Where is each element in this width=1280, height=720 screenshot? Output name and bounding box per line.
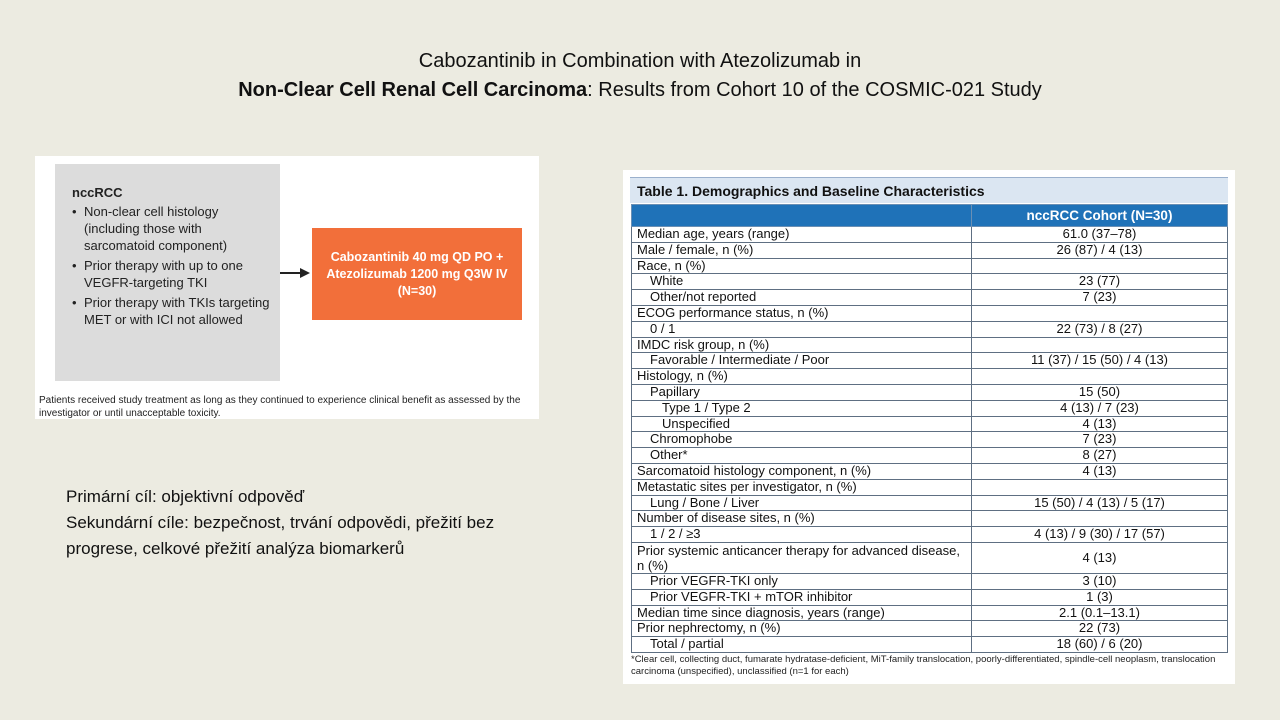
table-row: [632, 589, 1228, 605]
table-row: [632, 400, 1228, 416]
row-label: Other*: [632, 448, 972, 464]
table-row: [632, 227, 1228, 243]
arrow-right-icon: [280, 267, 310, 279]
eligibility-list: [72, 203, 270, 328]
table-row: [632, 242, 1228, 258]
treatment-line-1: Cabozantinib 40 mg QD PO +: [330, 249, 504, 264]
table-row: [632, 384, 1228, 400]
header-blank-cell: [632, 205, 972, 227]
row-value: 4 (13) / 7 (23): [972, 400, 1228, 416]
row-value: 7 (23): [972, 432, 1228, 448]
row-value: 4 (13): [972, 463, 1228, 479]
table-row: [632, 495, 1228, 511]
treatment-line-2: Atezolizumab 1200 mg Q3W IV: [326, 266, 508, 281]
row-label: Prior VEGFR-TKI + mTOR inhibitor: [632, 589, 972, 605]
table-row: [632, 416, 1228, 432]
row-label: Race, n (%): [632, 258, 972, 274]
row-label: Sarcomatoid histology component, n (%): [632, 463, 972, 479]
eligibility-item: • Non-clear cell histology (including those with sarcomatoid component): [84, 203, 270, 254]
row-label: Type 1 / Type 2: [632, 400, 972, 416]
row-label: Number of disease sites, n (%): [632, 511, 972, 527]
row-value: 26 (87) / 4 (13): [972, 242, 1228, 258]
table-row: [632, 463, 1228, 479]
table-footnote: *Clear cell, collecting duct, fumarate hydratase-deficient, MiT-family translocation, poorly-differentiated, spindle-cell neoplasm, translocation carcinoma (unspecified), unclassified (n=1 for each): [631, 654, 1216, 677]
row-value: 2.1 (0.1–13.1): [972, 605, 1228, 621]
table-row: [632, 258, 1228, 274]
table-row: [632, 432, 1228, 448]
row-value: [972, 258, 1228, 274]
row-value: [972, 479, 1228, 495]
row-value: 15 (50): [972, 384, 1228, 400]
row-value: 23 (77): [972, 274, 1228, 290]
row-label: Lung / Bone / Liver: [632, 495, 972, 511]
demographics-table-figure: [623, 170, 1235, 684]
table-row: [632, 369, 1228, 385]
table-row: [632, 605, 1228, 621]
eligibility-heading: nccRCC: [72, 185, 123, 200]
row-value: [972, 369, 1228, 385]
row-label: 1 / 2 / ≥3: [632, 527, 972, 543]
table-row: [632, 290, 1228, 306]
table-header-row: [632, 205, 1228, 227]
row-value: 4 (13): [972, 416, 1228, 432]
row-value: 4 (13) / 9 (30) / 17 (57): [972, 527, 1228, 543]
row-value: 11 (37) / 15 (50) / 4 (13): [972, 353, 1228, 369]
row-value: 15 (50) / 4 (13) / 5 (17): [972, 495, 1228, 511]
table-body: [632, 227, 1228, 653]
title-rest: : Results from Cohort 10 of the COSMIC-021 Study: [587, 79, 1042, 101]
row-label: Prior systemic anticancer therapy for advanced disease, n (%): [632, 542, 972, 573]
treatment-box: [312, 228, 522, 320]
row-label: IMDC risk group, n (%): [632, 337, 972, 353]
title-line-2: [0, 76, 1280, 105]
table-row: [632, 274, 1228, 290]
eligibility-box: [55, 164, 280, 381]
title-bold: Non-Clear Cell Renal Cell Carcinoma: [238, 79, 588, 101]
row-label: 0 / 1: [632, 321, 972, 337]
row-value: 22 (73): [972, 621, 1228, 637]
table-row: [632, 305, 1228, 321]
row-label: Metastatic sites per investigator, n (%): [632, 479, 972, 495]
row-label: Papillary: [632, 384, 972, 400]
row-label: Unspecified: [632, 416, 972, 432]
treatment-line-3: (N=30): [397, 283, 437, 298]
row-label: Other/not reported: [632, 290, 972, 306]
row-value: 61.0 (37–78): [972, 227, 1228, 243]
row-value: [972, 337, 1228, 353]
table-row: [632, 637, 1228, 653]
row-label: Chromophobe: [632, 432, 972, 448]
row-label: Prior VEGFR-TKI only: [632, 573, 972, 589]
table-row: [632, 527, 1228, 543]
table-row: [632, 479, 1228, 495]
table-row: [632, 542, 1228, 573]
table-caption: Table 1. Demographics and Baseline Characteristics: [630, 177, 1228, 203]
endpoints-text: [66, 484, 566, 562]
table-row: [632, 337, 1228, 353]
row-label: Total / partial: [632, 637, 972, 653]
row-label: Prior nephrectomy, n (%): [632, 621, 972, 637]
row-value: 4 (13): [972, 542, 1228, 573]
row-value: 22 (73) / 8 (27): [972, 321, 1228, 337]
study-schema-figure: [35, 156, 539, 419]
row-label: ECOG performance status, n (%): [632, 305, 972, 321]
eligibility-item: • Prior therapy with TKIs targeting MET or with ICI not allowed: [84, 294, 270, 328]
table-row: [632, 621, 1228, 637]
table-row: [632, 321, 1228, 337]
row-value: 1 (3): [972, 589, 1228, 605]
row-value: 8 (27): [972, 448, 1228, 464]
schema-note: Patients received study treatment as long as they continued to experience clinical benefit as assessed by the investigator or until unacceptable toxicity.: [39, 395, 521, 419]
row-label: Histology, n (%): [632, 369, 972, 385]
primary-endpoint: Primární cíl: objektivní odpověď: [66, 487, 305, 506]
slide-title: [0, 47, 1280, 105]
row-label: Male / female, n (%): [632, 242, 972, 258]
table-row: [632, 448, 1228, 464]
row-label: Favorable / Intermediate / Poor: [632, 353, 972, 369]
table-row: [632, 353, 1228, 369]
title-line-1: Cabozantinib in Combination with Atezolizumab in: [418, 50, 862, 72]
row-value: [972, 511, 1228, 527]
row-value: 3 (10): [972, 573, 1228, 589]
row-value: [972, 305, 1228, 321]
column-header: nccRCC Cohort (N=30): [972, 205, 1228, 227]
table-row: [632, 573, 1228, 589]
row-label: Median age, years (range): [632, 227, 972, 243]
demographics-table: [631, 204, 1228, 653]
row-label: Median time since diagnosis, years (range): [632, 605, 972, 621]
secondary-endpoints: Sekundární cíle: bezpečnost, trvání odpovědi, přežití bez progrese, celkové přežití analýza biomarkerů: [66, 513, 495, 558]
row-value: 18 (60) / 6 (20): [972, 637, 1228, 653]
row-label: White: [632, 274, 972, 290]
row-value: 7 (23): [972, 290, 1228, 306]
eligibility-item: • Prior therapy with up to one VEGFR-targeting TKI: [84, 257, 270, 291]
table-row: [632, 511, 1228, 527]
